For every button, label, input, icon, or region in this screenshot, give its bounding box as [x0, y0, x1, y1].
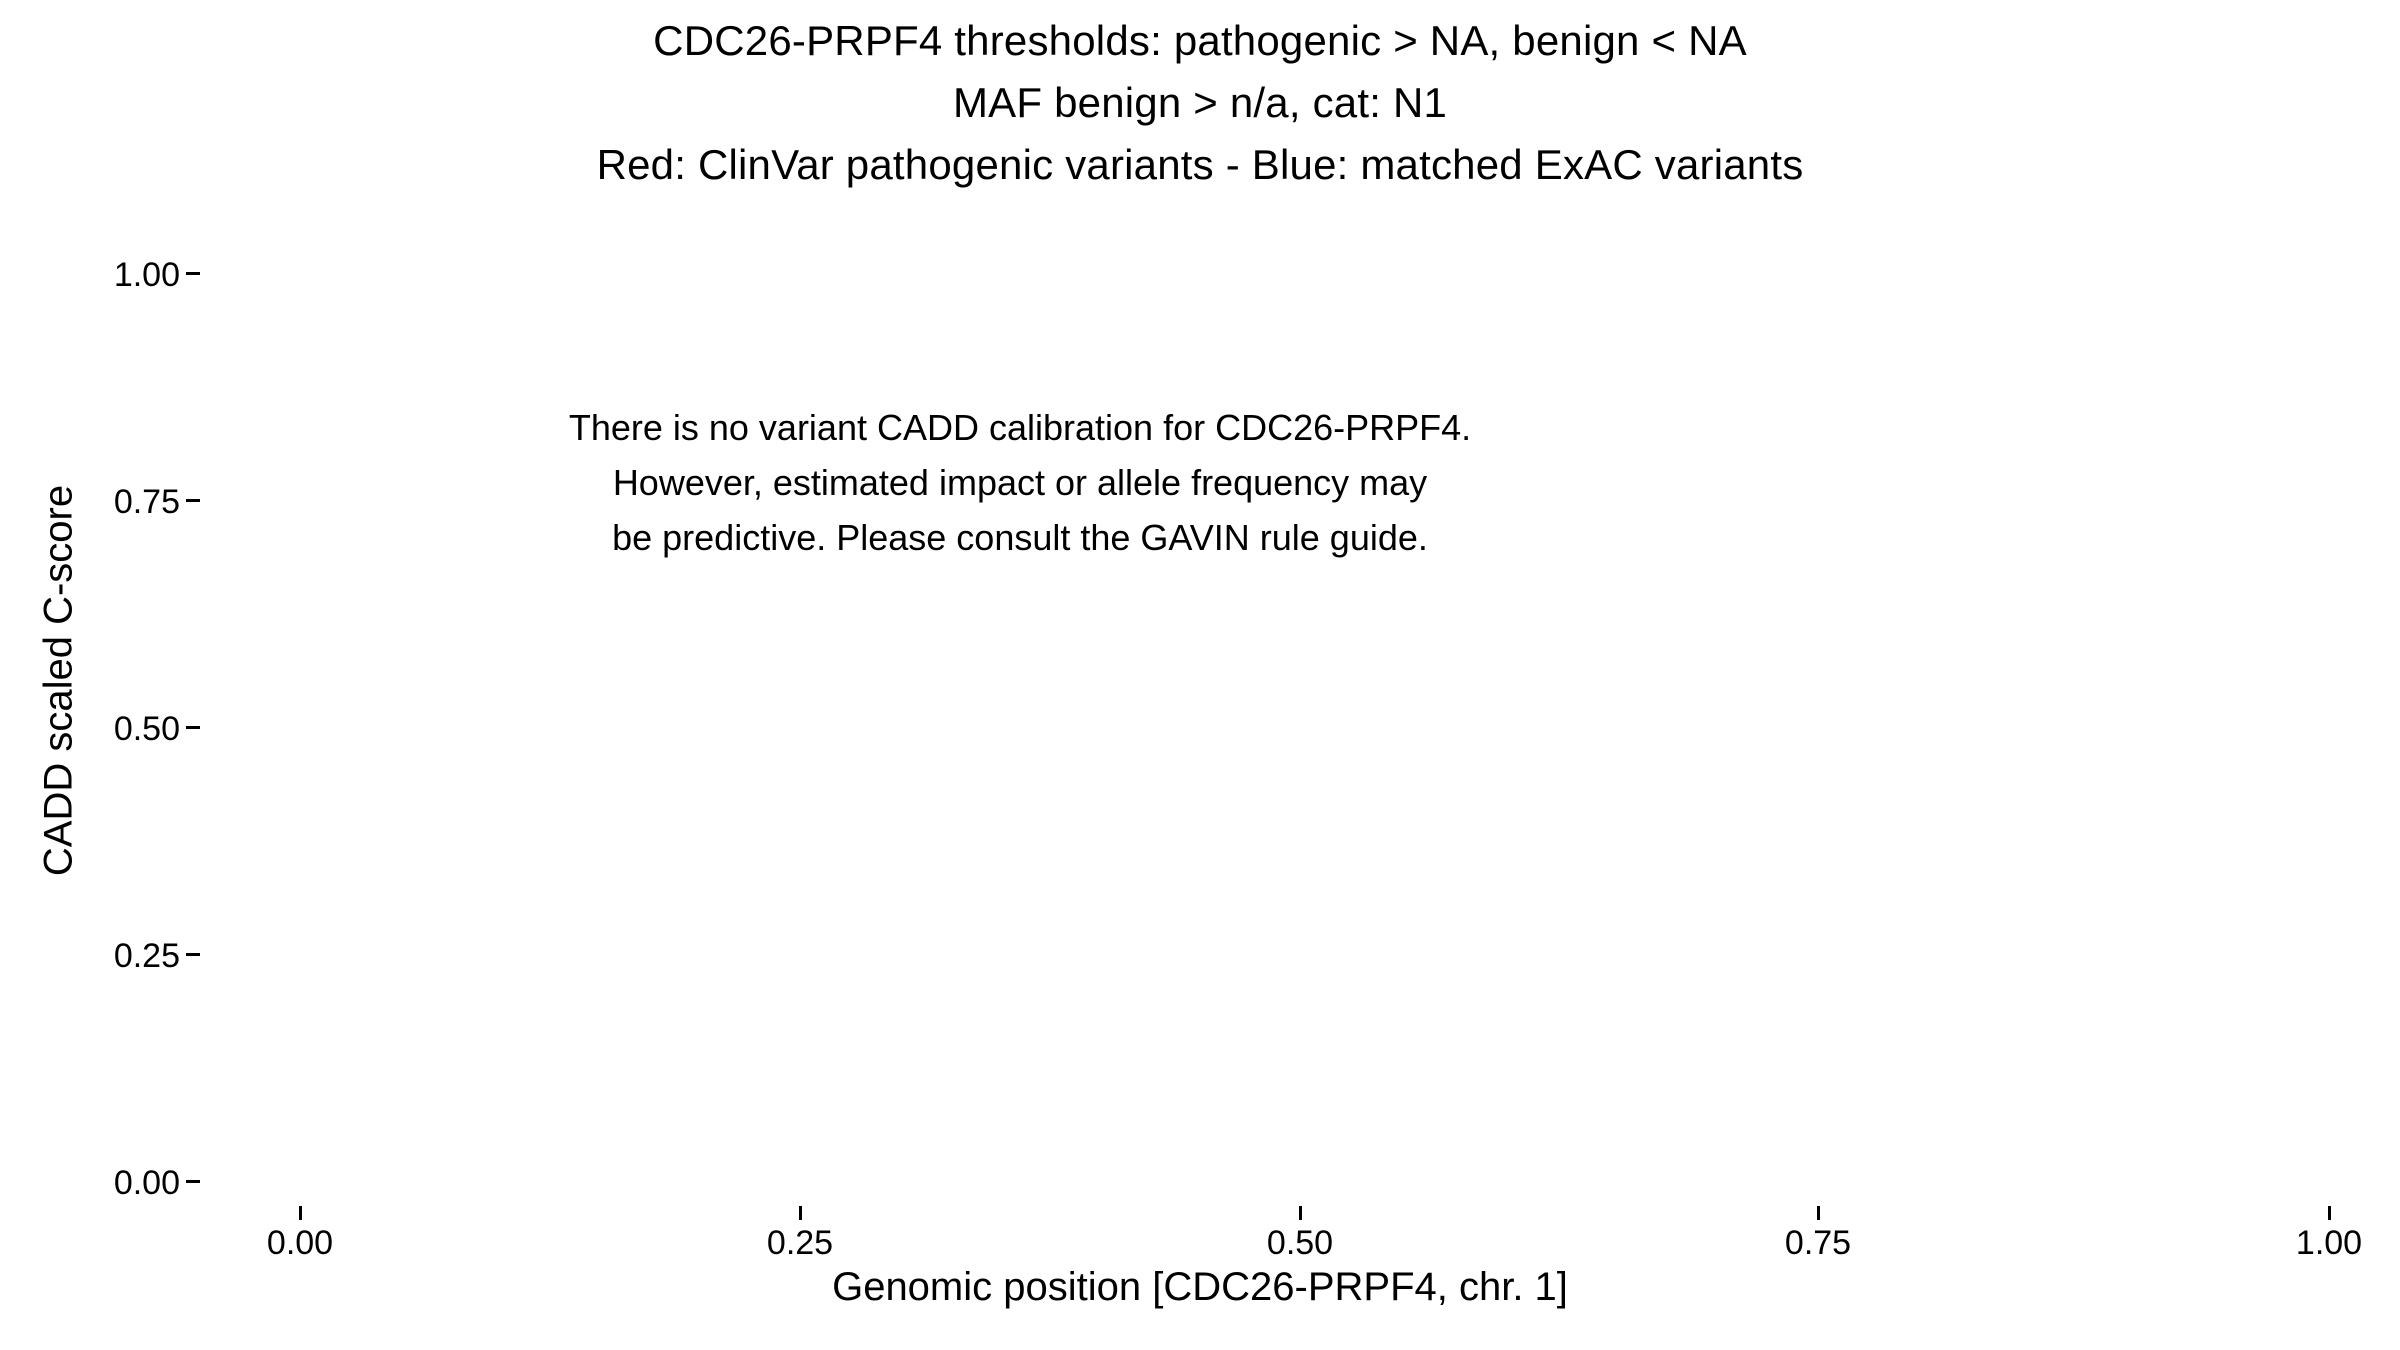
- x-tick-label-1.00: 1.00: [2295, 1224, 2363, 1262]
- y-tick-label-1.00: 1.00: [113, 256, 180, 294]
- chart-title: [0, 10, 2400, 196]
- annotation-line-2: However, estimated impact or allele frequency may: [612, 462, 1428, 503]
- x-tick-mark-0.25: [799, 1206, 802, 1220]
- y-tick-label-0.75: 0.75: [113, 483, 180, 521]
- x-tick-mark-0.00: [299, 1206, 302, 1220]
- annotation-line-1: There is no variant CADD calibration for CDC26-PRPF4.: [568, 407, 1472, 448]
- chart-title-line-1: CDC26-PRPF4 thresholds: pathogenic > NA, benign < NA: [653, 17, 1747, 64]
- x-tick-mark-1.00: [2328, 1206, 2331, 1220]
- annotation-line-3: be predictive. Please consult the GAVIN rule guide.: [612, 517, 1428, 558]
- y-tick-mark-0.50: [186, 726, 200, 729]
- y-tick-label-0.25: 0.25: [113, 937, 180, 975]
- chart-title-line-3: Red: ClinVar pathogenic variants - Blue: matched ExAC variants: [596, 141, 1804, 188]
- x-tick-mark-0.50: [1299, 1206, 1302, 1220]
- y-tick-mark-0.00: [186, 1180, 200, 1183]
- x-tick-label-0.50: 0.50: [1266, 1224, 1334, 1262]
- y-tick-mark-0.25: [186, 953, 200, 956]
- x-tick-label-0.75: 0.75: [1784, 1224, 1852, 1262]
- y-tick-mark-0.75: [186, 499, 200, 502]
- no-calibration-annotation: [430, 400, 1610, 565]
- x-tick-label-0.25: 0.25: [766, 1224, 834, 1262]
- x-tick-label-0.00: 0.00: [266, 1224, 334, 1262]
- x-axis-label: Genomic position [CDC26-PRPF4, chr. 1]: [832, 1265, 1568, 1309]
- y-tick-mark-1.00: [186, 272, 200, 275]
- y-axis-label: CADD scaled C-score: [36, 484, 81, 877]
- chart-title-line-2: MAF benign > n/a, cat: N1: [952, 79, 1448, 126]
- y-tick-label-0.50: 0.50: [113, 710, 180, 748]
- x-tick-mark-0.75: [1817, 1206, 1820, 1220]
- y-tick-label-0.00: 0.00: [113, 1164, 180, 1202]
